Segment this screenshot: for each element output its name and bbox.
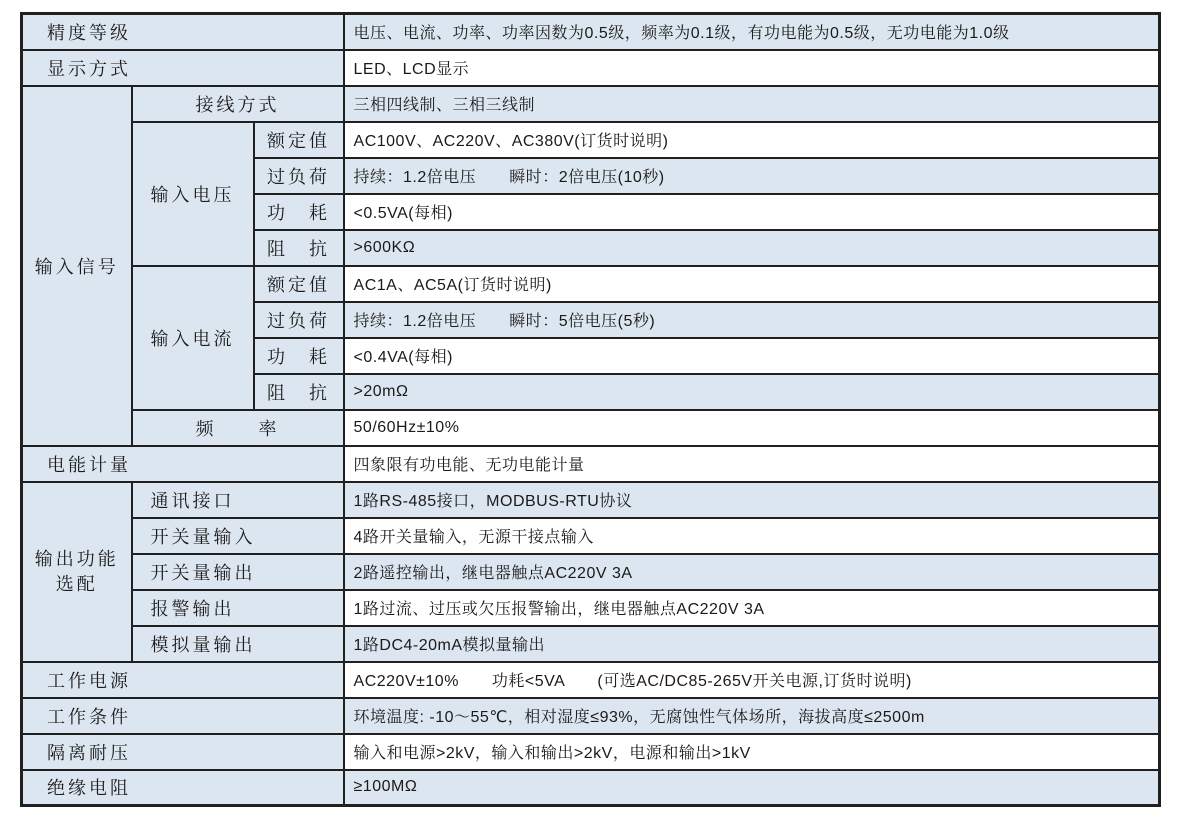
voltage-rated-label: 额定值 (254, 122, 344, 158)
row-wiring (22, 86, 1160, 122)
current-overload-value: 持续：1.2倍电压 瞬时：5倍电压(5秒) (344, 302, 1160, 338)
frequency-value: 50/60Hz±10% (344, 410, 1160, 446)
insulation-resistance-label: 绝缘电阻 (22, 770, 344, 806)
row-isolation-voltage (22, 734, 1160, 770)
display-label: 显示方式 (22, 50, 344, 86)
voltage-impedance-label: 阻 抗 (254, 230, 344, 266)
voltage-rated-value: AC100V、AC220V、AC380V(订货时说明) (344, 122, 1160, 158)
spec-table (20, 12, 1161, 807)
row-power-supply (22, 662, 1160, 698)
current-power-label: 功 耗 (254, 338, 344, 374)
current-impedance-value: >20mΩ (344, 374, 1160, 410)
wiring-label: 接线方式 (132, 86, 344, 122)
accuracy-value: 电压、电流、功率、功率因数为0.5级，频率为0.1级，有功电能为0.5级，无功电能为1.0级 (344, 14, 1160, 50)
voltage-impedance-value: >600KΩ (344, 230, 1160, 266)
digital-input-value: 4路开关量输入，无源干接点输入 (344, 518, 1160, 554)
energy-metering-value: 四象限有功电能、无功电能计量 (344, 446, 1160, 482)
row-digital-input (22, 518, 1160, 554)
comm-value: 1路RS-485接口，MODBUS-RTU协议 (344, 482, 1160, 518)
row-voltage-rated (22, 122, 1160, 158)
working-conditions-value: 环境温度: -10～55℃，相对湿度≤93%，无腐蚀性气体场所，海拔高度≤2500m (344, 698, 1160, 734)
row-accuracy (22, 14, 1160, 50)
row-working-conditions (22, 698, 1160, 734)
wiring-value: 三相四线制、三相三线制 (344, 86, 1160, 122)
analog-output-label: 模拟量输出 (132, 626, 344, 662)
row-alarm-output (22, 590, 1160, 626)
accuracy-label: 精度等级 (22, 14, 344, 50)
row-digital-output (22, 554, 1160, 590)
input-voltage-label: 输入电压 (132, 122, 254, 266)
current-overload-label: 过负荷 (254, 302, 344, 338)
digital-output-label: 开关量输出 (132, 554, 344, 590)
voltage-power-value: <0.5VA(每相) (344, 194, 1160, 230)
isolation-voltage-value: 输入和电源>2kV，输入和输出>2kV，电源和输出>1kV (344, 734, 1160, 770)
output-functions-label-line2: 选配 (55, 573, 98, 594)
alarm-output-label: 报警输出 (132, 590, 344, 626)
row-insulation-resistance (22, 770, 1160, 806)
row-analog-output (22, 626, 1160, 662)
voltage-overload-label: 过负荷 (254, 158, 344, 194)
output-functions-label (22, 482, 132, 662)
digital-input-label: 开关量输入 (132, 518, 344, 554)
row-current-rated (22, 266, 1160, 302)
display-value: LED、LCD显示 (344, 50, 1160, 86)
voltage-overload-value: 持续：1.2倍电压 瞬时：2倍电压(10秒) (344, 158, 1160, 194)
current-impedance-label: 阻 抗 (254, 374, 344, 410)
row-frequency (22, 410, 1160, 446)
frequency-label: 频 率 (132, 410, 344, 446)
voltage-power-label: 功 耗 (254, 194, 344, 230)
insulation-resistance-value: ≥100MΩ (344, 770, 1160, 806)
digital-output-value: 2路遥控输出，继电器触点AC220V 3A (344, 554, 1160, 590)
input-current-label: 输入电流 (132, 266, 254, 410)
power-supply-label: 工作电源 (22, 662, 344, 698)
current-rated-label: 额定值 (254, 266, 344, 302)
current-rated-value: AC1A、AC5A(订货时说明) (344, 266, 1160, 302)
working-conditions-label: 工作条件 (22, 698, 344, 734)
alarm-output-value: 1路过流、过压或欠压报警输出，继电器触点AC220V 3A (344, 590, 1160, 626)
comm-label: 通讯接口 (132, 482, 344, 518)
output-functions-label-line1: 输出功能 (34, 549, 119, 570)
row-energy-metering (22, 446, 1160, 482)
row-comm (22, 482, 1160, 518)
power-supply-value: AC220V±10% 功耗<5VA (可选AC/DC85-265V开关电源,订货时说明) (344, 662, 1160, 698)
current-power-value: <0.4VA(每相) (344, 338, 1160, 374)
row-display (22, 50, 1160, 86)
analog-output-value: 1路DC4-20mA模拟量输出 (344, 626, 1160, 662)
energy-metering-label: 电能计量 (22, 446, 344, 482)
input-signal-label: 输入信号 (22, 86, 132, 446)
isolation-voltage-label: 隔离耐压 (22, 734, 344, 770)
